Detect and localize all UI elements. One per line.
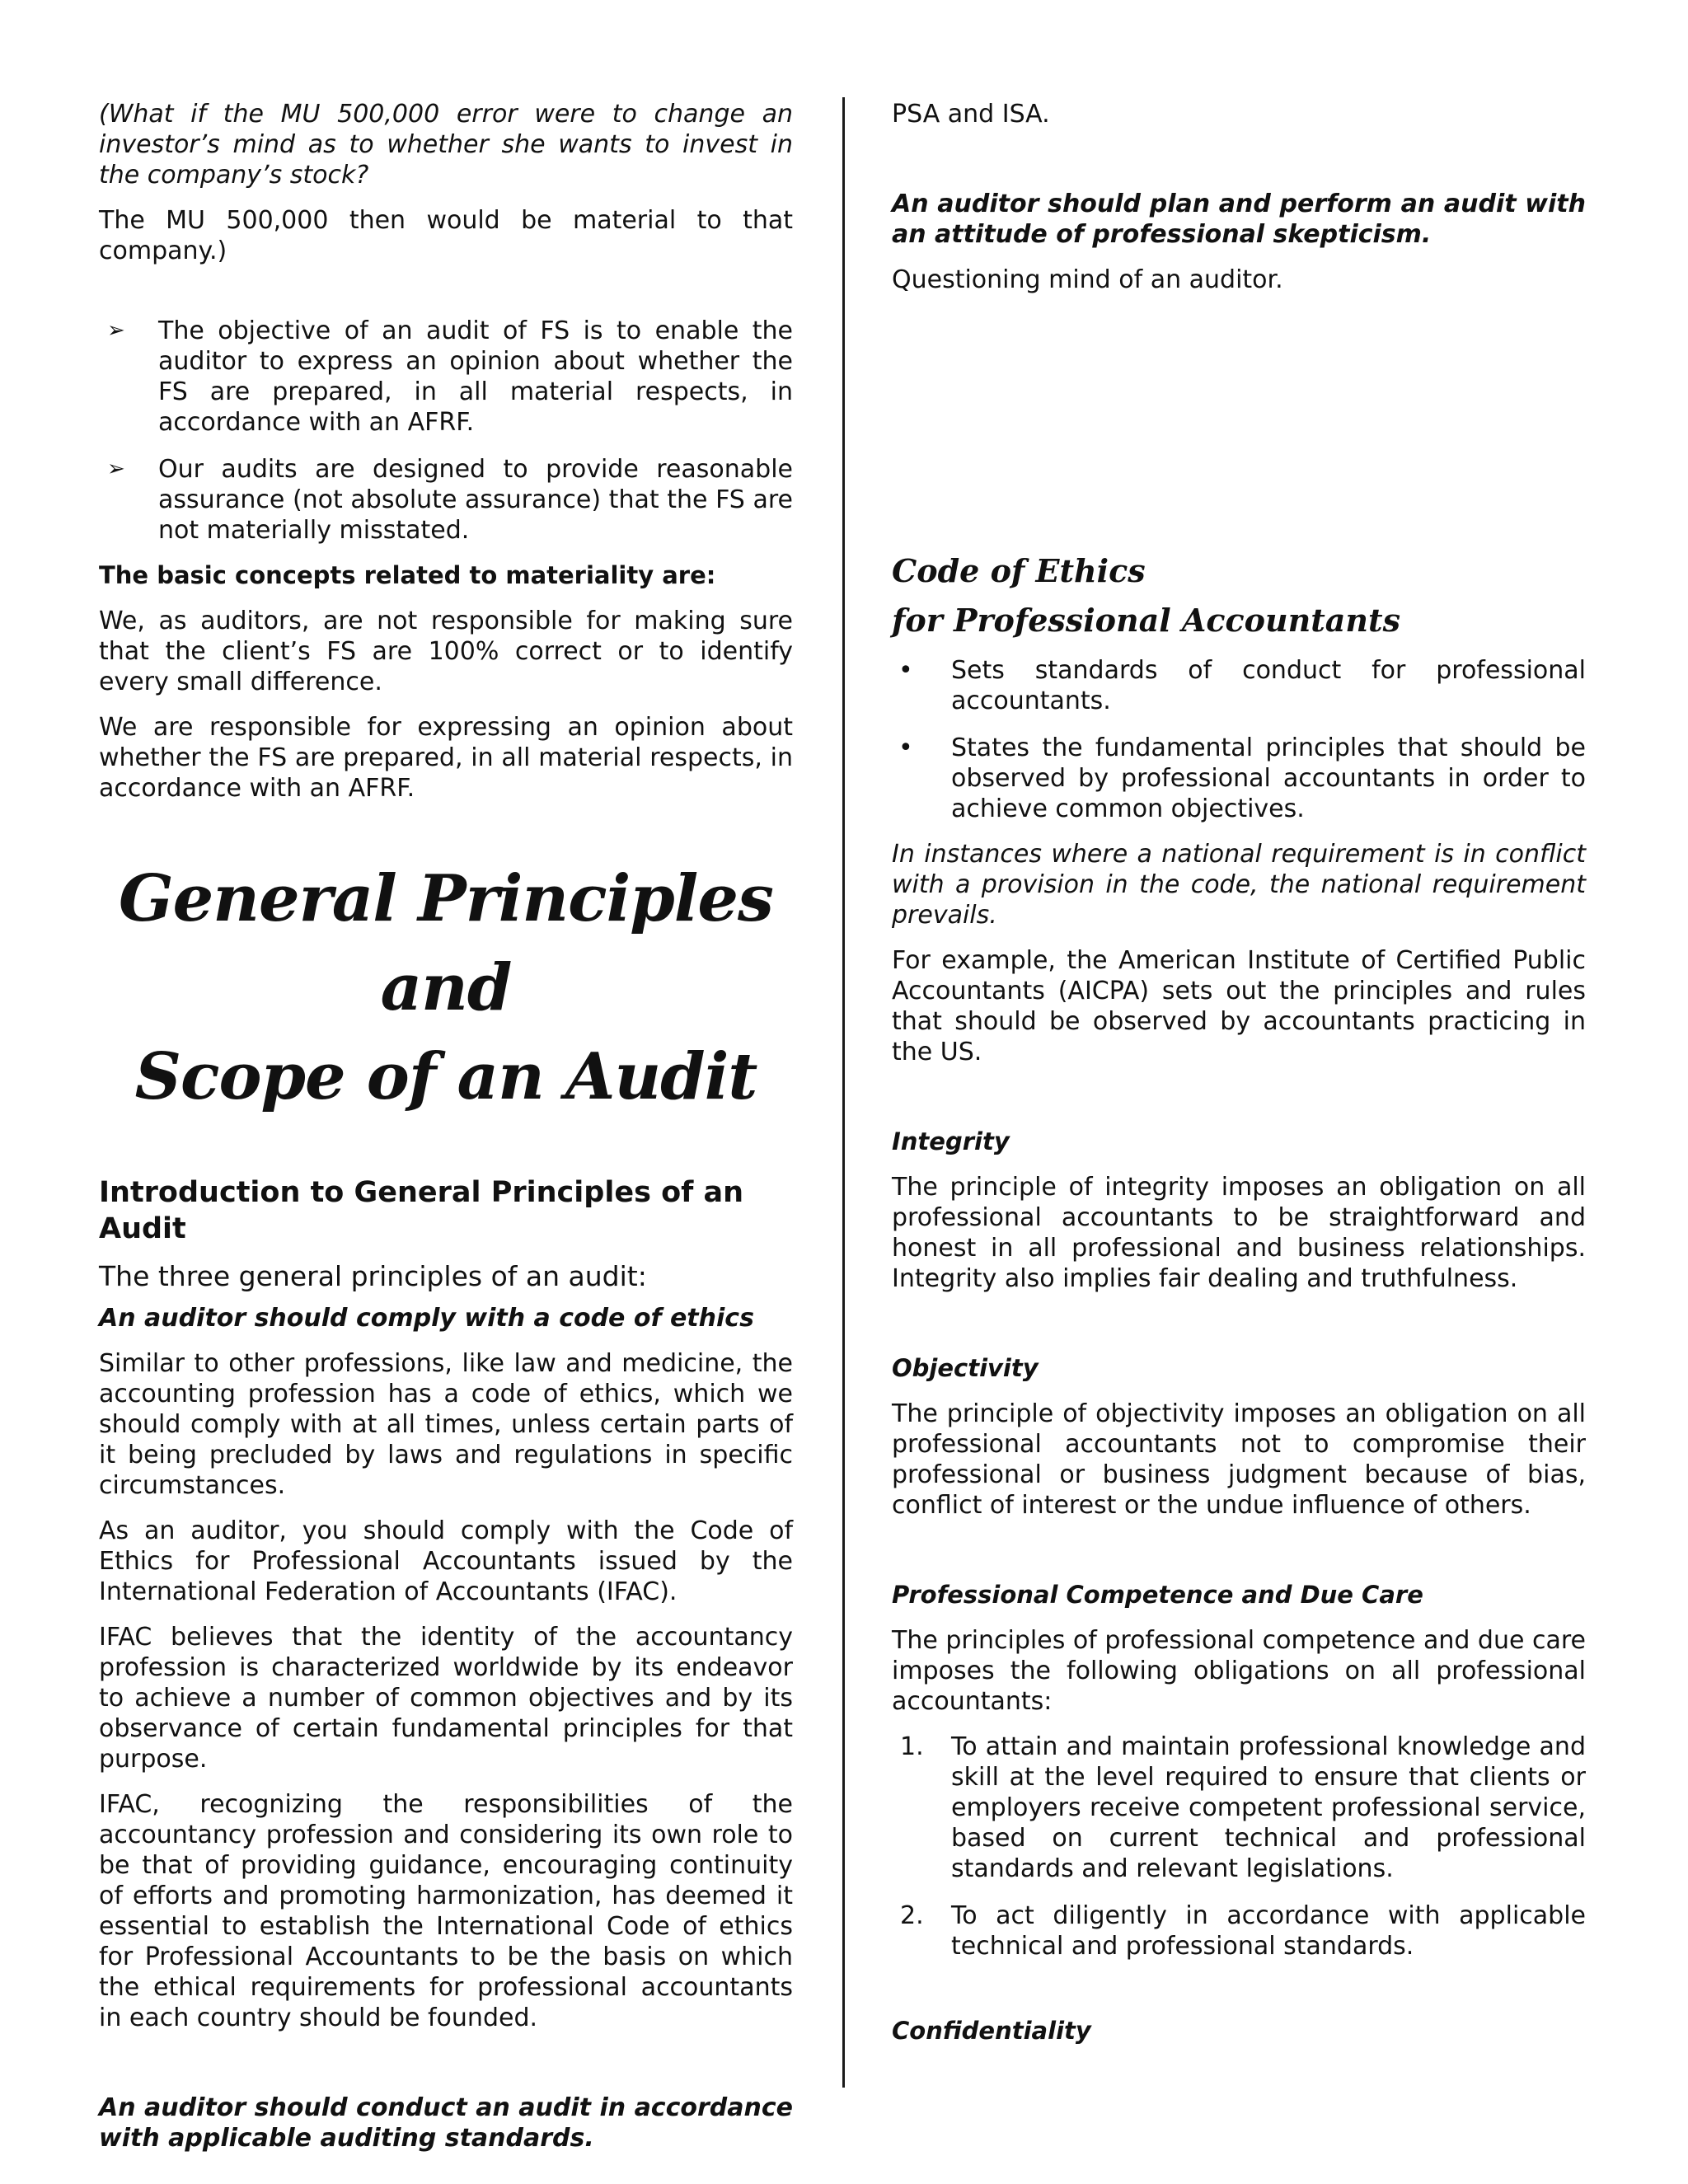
competence-list: [892, 1732, 1586, 1961]
list-item: ➢ The objective of an audit of FS is to enable the auditor to express an opinion about whether the FS are prepared, in all material respects, in accordance with an AFRF.: [107, 316, 793, 437]
section-title-line: General Principles and: [119, 861, 773, 1025]
intro-answer: The MU 500,000 then would be material to that company.): [99, 206, 793, 265]
principle-paragraph: Similar to other professions, like law and medicine, the accounting profession has a code of ethics, which we should comply with at all times, unless certain parts of it being precluded by laws and regulations in specific circumstances.: [99, 1349, 793, 1500]
list-item: 1. To attain and maintain professional knowledge and skill at the level required to ensure that clients or employers receive competent professional service, based on current technical and professional standards and relevant legislations.: [900, 1732, 1586, 1883]
principle-paragraph: IFAC, recognizing the responsibilities of the accountancy profession and considering its own role to be that of providing guidance, encouraging continuity of efforts and promoting harmonization, has deemed it essential to establish the International Code of ethics for Professional Accountants to be the basis on which the ethical requirements for professional accountants in each country should be founded.: [99, 1790, 793, 2032]
arrow-bullet-icon: ➢: [107, 457, 125, 481]
list-number: 2.: [900, 1901, 924, 1930]
left-column: [99, 99, 793, 2154]
section-title-line: Scope of an Audit: [134, 1039, 757, 1114]
materiality-heading: The basic concepts related to materiality are:: [99, 561, 716, 589]
intro-lead: The three general principles of an audit:: [99, 1260, 647, 1292]
competence-paragraph: The principles of professional competence and due care imposes the following obligations on all professional accountants:: [892, 1626, 1586, 1716]
confidentiality-heading: Confidentiality: [892, 2017, 1091, 2045]
principle-paragraph: Questioning mind of an auditor.: [892, 265, 1283, 294]
materiality-paragraph: We, as auditors, are not responsible for making sure that the client’s FS are 100% correct or to identify every small difference.: [99, 607, 793, 696]
objectivity-heading: Objectivity: [892, 1354, 1039, 1382]
materiality-paragraph: We are responsible for expressing an opinion about whether the FS are prepared, in all material respects, in accordance with an AFRF.: [99, 713, 793, 803]
arrow-bullet-icon: ➢: [107, 318, 125, 343]
list-item: • States the fundamental principles that should be observed by professional accountants in order to achieve common objectives.: [898, 733, 1586, 823]
conflict-note: In instances where a national requirement is in conflict with a provision in the code, the national requirement prevails.: [892, 840, 1586, 930]
competence-heading: Professional Competence and Due Care: [892, 1581, 1423, 1609]
column-divider: [842, 97, 845, 2088]
code-bullets: [892, 655, 1586, 824]
dot-bullet-icon: •: [898, 733, 913, 762]
aicpa-paragraph: For example, the American Institute of Certified Public Accountants (AICPA) sets out the principles and rules that should be observed by accountants practicing in the US.: [892, 946, 1586, 1066]
principle-paragraph: As an auditor, you should comply with the Code of Ethics for Professional Accountants issued by the International Federation of Accountants (IFAC).: [99, 1516, 793, 1606]
section-title: [99, 855, 793, 1122]
list-number: 1.: [900, 1732, 924, 1761]
dot-bullet-icon: •: [898, 656, 913, 685]
principle-paragraph: IFAC believes that the identity of the accountancy profession is characterized worldwide by its endeavor to achieve a number of common objectives and by its observance of certain fundamental principles for that purpose.: [99, 1623, 793, 1774]
code-title-line: Code of Ethics: [892, 552, 1146, 589]
objectivity-paragraph: The principle of objectivity imposes an obligation on all professional accountants not to compromise their professional or business judgment because of bias, conflict of interest or the undue influence of others.: [892, 1399, 1586, 1520]
psa-line: PSA and ISA.: [892, 100, 1050, 129]
intro-heading: Introduction to General Principles of an Audit: [99, 1176, 744, 1245]
code-title-line: for Professional Accountants: [892, 602, 1400, 639]
list-item: 2. To act diligently in accordance with applicable technical and professional standards.: [900, 1901, 1586, 1961]
list-item: • Sets standards of conduct for professional accountants.: [898, 656, 1586, 715]
code-title: [892, 546, 1586, 645]
list-item: ➢ Our audits are designed to provide reasonable assurance (not absolute assurance) that the FS are not materially misstated.: [107, 455, 793, 545]
principle-heading: An auditor should conduct an audit in accordance with applicable auditing standards.: [99, 2093, 793, 2153]
integrity-paragraph: The principle of integrity imposes an obligation on all professional accountants to be straightforward and honest in all professional and business relationships. Integrity also implies fair dealing and truthfulness.: [892, 1173, 1586, 1293]
principle-heading: An auditor should plan and perform an audit with an attitude of professional skepticism.: [892, 190, 1586, 249]
principle-heading: An auditor should comply with a code of ethics: [99, 1304, 754, 1333]
integrity-heading: Integrity: [892, 1127, 1010, 1155]
objective-bullets: [99, 316, 793, 546]
intro-question: (What if the MU 500,000 error were to change an investor’s mind as to whether she wants to invest in the company’s stock?: [99, 100, 793, 190]
right-column: [892, 99, 1586, 2046]
